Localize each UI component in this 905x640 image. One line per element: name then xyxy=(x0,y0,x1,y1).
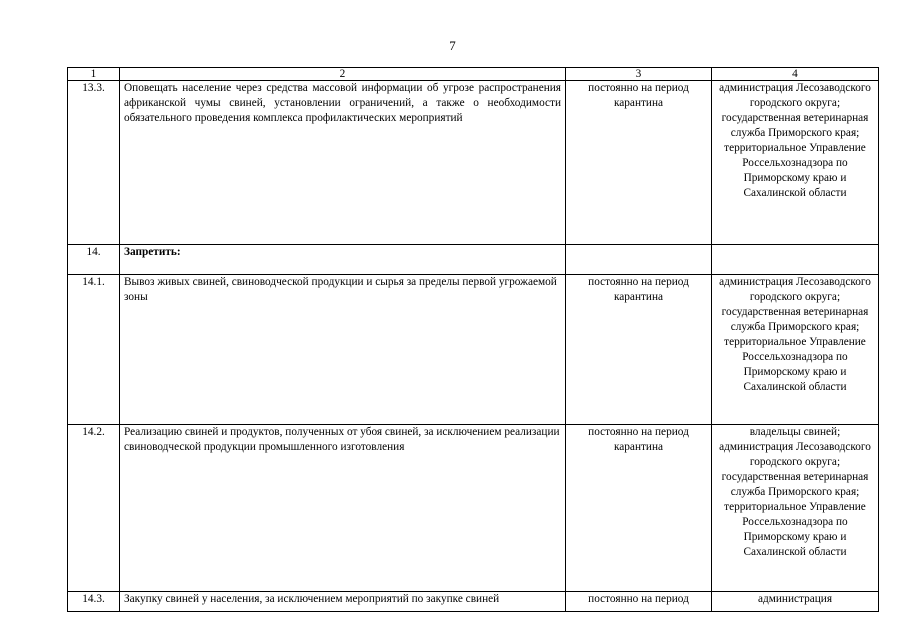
table-row xyxy=(68,245,879,275)
row-number: 14. xyxy=(68,245,120,275)
header-col-3: 3 xyxy=(566,68,712,81)
term-text: постоянно на период карантина xyxy=(566,81,712,245)
table-header-row xyxy=(68,68,879,81)
header-col-2: 2 xyxy=(120,68,566,81)
measure-text: Оповещать население через средства массовой информации об угрозе распространения африканской чумы свиней, установлении ограничений, а также о необходимости обязательного проведения комплекса профилактических мероприятий xyxy=(120,81,566,245)
term-text: постоянно на период карантина xyxy=(566,425,712,592)
responsible-text: администрация xyxy=(712,592,879,612)
section-heading: Запретить: xyxy=(120,245,566,275)
row-number: 14.3. xyxy=(68,592,120,612)
responsible-text: администрация Лесозаводского городского округа; государственная ветеринарная служба Приморского края; территориальное Управление Россельхознадзора по Приморскому краю и Сахалинской области xyxy=(712,275,879,425)
table-row xyxy=(68,275,879,425)
measures-table xyxy=(67,67,879,612)
row-number: 13.3. xyxy=(68,81,120,245)
term-text: постоянно на период xyxy=(566,592,712,612)
page-number: 7 xyxy=(449,38,456,53)
measure-text: Реализацию свиней и продуктов, полученных от убоя свиней, за исключением реализации свиноводческой продукции промышленного изготовления xyxy=(120,425,566,592)
header-col-4: 4 xyxy=(712,68,879,81)
responsible-text: администрация Лесозаводского городского округа; государственная ветеринарная служба Приморского края; территориальное Управление Россельхознадзора по Приморскому краю и Сахалинской области xyxy=(712,81,879,245)
term-text xyxy=(566,245,712,275)
table-row xyxy=(68,592,879,612)
table-row xyxy=(68,81,879,245)
table-row xyxy=(68,425,879,592)
measure-text: Вывоз живых свиней, свиноводческой продукции и сырья за пределы первой угрожаемой зоны xyxy=(120,275,566,425)
row-number: 14.2. xyxy=(68,425,120,592)
header-col-1: 1 xyxy=(68,68,120,81)
term-text: постоянно на период карантина xyxy=(566,275,712,425)
row-number: 14.1. xyxy=(68,275,120,425)
measure-text: Закупку свиней у населения, за исключением мероприятий по закупке свиней xyxy=(120,592,566,612)
responsible-text: владельцы свиней; администрация Лесозаводского городского округа; государственная ветеринарная служба Приморского края; территориальное Управление Россельхознадзора по Приморскому краю и Сахалинской области xyxy=(712,425,879,592)
responsible-text xyxy=(712,245,879,275)
